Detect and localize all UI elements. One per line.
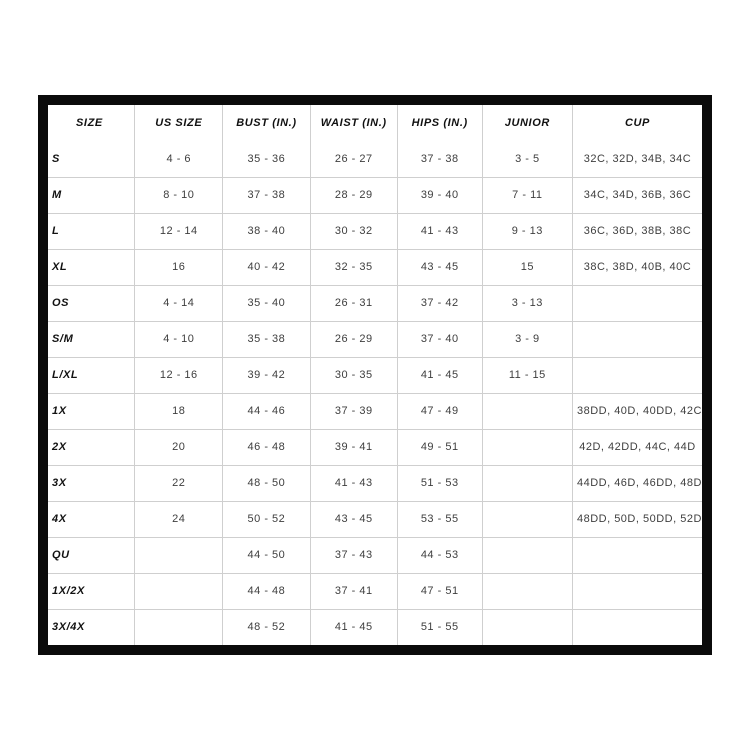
cell-l-xl-cup xyxy=(572,357,702,393)
cell-3x-4x-hips-in: 51 - 55 xyxy=(397,609,482,645)
cell-2x-waist-in: 39 - 41 xyxy=(310,429,397,465)
cell-l-cup: 36C, 36D, 38B, 38C xyxy=(572,213,702,249)
cell-s-m-waist-in: 26 - 29 xyxy=(310,321,397,357)
cell-xl-junior: 15 xyxy=(482,249,572,285)
cell-s-waist-in: 26 - 27 xyxy=(310,141,397,177)
row-label-l: L xyxy=(48,213,135,249)
cell-s-us-size: 4 - 6 xyxy=(135,141,223,177)
cell-3x-bust-in: 48 - 50 xyxy=(223,465,311,501)
column-header-bust-in: BUST (IN.) xyxy=(223,105,311,141)
cell-4x-us-size: 24 xyxy=(135,501,223,537)
cell-1x-2x-bust-in: 44 - 48 xyxy=(223,573,311,609)
size-chart-header xyxy=(48,105,702,141)
cell-1x-us-size: 18 xyxy=(135,393,223,429)
cell-1x-2x-junior xyxy=(482,573,572,609)
cell-l-xl-us-size: 12 - 16 xyxy=(135,357,223,393)
cell-os-cup xyxy=(572,285,702,321)
table-row-s-m xyxy=(48,321,702,357)
cell-os-hips-in: 37 - 42 xyxy=(397,285,482,321)
cell-s-bust-in: 35 - 36 xyxy=(223,141,311,177)
cell-2x-bust-in: 46 - 48 xyxy=(223,429,311,465)
cell-m-cup: 34C, 34D, 36B, 36C xyxy=(572,177,702,213)
cell-4x-cup: 48DD, 50D, 50DD, 52D xyxy=(572,501,702,537)
cell-2x-us-size: 20 xyxy=(135,429,223,465)
table-row-3x-4x xyxy=(48,609,702,645)
cell-3x-4x-cup xyxy=(572,609,702,645)
cell-l-xl-waist-in: 30 - 35 xyxy=(310,357,397,393)
cell-m-waist-in: 28 - 29 xyxy=(310,177,397,213)
cell-l-bust-in: 38 - 40 xyxy=(223,213,311,249)
cell-s-m-bust-in: 35 - 38 xyxy=(223,321,311,357)
table-row-os xyxy=(48,285,702,321)
cell-2x-cup: 42D, 42DD, 44C, 44D xyxy=(572,429,702,465)
table-row-s xyxy=(48,141,702,177)
cell-s-m-hips-in: 37 - 40 xyxy=(397,321,482,357)
cell-xl-hips-in: 43 - 45 xyxy=(397,249,482,285)
cell-4x-waist-in: 43 - 45 xyxy=(310,501,397,537)
cell-os-us-size: 4 - 14 xyxy=(135,285,223,321)
cell-3x-cup: 44DD, 46D, 46DD, 48D xyxy=(572,465,702,501)
column-header-cup: CUP xyxy=(572,105,702,141)
cell-4x-bust-in: 50 - 52 xyxy=(223,501,311,537)
column-header-waist-in: WAIST (IN.) xyxy=(310,105,397,141)
cell-l-junior: 9 - 13 xyxy=(482,213,572,249)
row-label-l-xl: L/XL xyxy=(48,357,135,393)
row-label-4x: 4X xyxy=(48,501,135,537)
size-chart-body xyxy=(48,141,702,645)
table-row-4x xyxy=(48,501,702,537)
cell-xl-bust-in: 40 - 42 xyxy=(223,249,311,285)
row-label-2x: 2X xyxy=(48,429,135,465)
column-header-size: SIZE xyxy=(48,105,135,141)
column-header-hips-in: HIPS (IN.) xyxy=(397,105,482,141)
row-label-3x-4x: 3X/4X xyxy=(48,609,135,645)
cell-2x-junior xyxy=(482,429,572,465)
cell-os-waist-in: 26 - 31 xyxy=(310,285,397,321)
cell-m-us-size: 8 - 10 xyxy=(135,177,223,213)
row-label-xl: XL xyxy=(48,249,135,285)
cell-3x-hips-in: 51 - 53 xyxy=(397,465,482,501)
row-label-m: M xyxy=(48,177,135,213)
cell-os-bust-in: 35 - 40 xyxy=(223,285,311,321)
cell-s-hips-in: 37 - 38 xyxy=(397,141,482,177)
cell-qu-waist-in: 37 - 43 xyxy=(310,537,397,573)
cell-m-hips-in: 39 - 40 xyxy=(397,177,482,213)
row-label-s-m: S/M xyxy=(48,321,135,357)
table-row-l-xl xyxy=(48,357,702,393)
cell-2x-hips-in: 49 - 51 xyxy=(397,429,482,465)
table-row-m xyxy=(48,177,702,213)
row-label-s: S xyxy=(48,141,135,177)
table-row-l xyxy=(48,213,702,249)
cell-1x-junior xyxy=(482,393,572,429)
cell-1x-cup: 38DD, 40D, 40DD, 42C xyxy=(572,393,702,429)
cell-3x-4x-bust-in: 48 - 52 xyxy=(223,609,311,645)
column-header-junior: JUNIOR xyxy=(482,105,572,141)
column-header-us-size: US SIZE xyxy=(135,105,223,141)
cell-s-junior: 3 - 5 xyxy=(482,141,572,177)
table-row-1x xyxy=(48,393,702,429)
cell-l-waist-in: 30 - 32 xyxy=(310,213,397,249)
cell-m-bust-in: 37 - 38 xyxy=(223,177,311,213)
cell-4x-junior xyxy=(482,501,572,537)
table-row-2x xyxy=(48,429,702,465)
cell-3x-4x-junior xyxy=(482,609,572,645)
cell-1x-2x-cup xyxy=(572,573,702,609)
cell-s-m-us-size: 4 - 10 xyxy=(135,321,223,357)
cell-qu-us-size xyxy=(135,537,223,573)
cell-s-cup: 32C, 32D, 34B, 34C xyxy=(572,141,702,177)
cell-4x-hips-in: 53 - 55 xyxy=(397,501,482,537)
table-row-qu xyxy=(48,537,702,573)
row-label-3x: 3X xyxy=(48,465,135,501)
row-label-os: OS xyxy=(48,285,135,321)
cell-3x-us-size: 22 xyxy=(135,465,223,501)
cell-l-xl-junior: 11 - 15 xyxy=(482,357,572,393)
cell-1x-2x-hips-in: 47 - 51 xyxy=(397,573,482,609)
cell-s-m-junior: 3 - 9 xyxy=(482,321,572,357)
row-label-1x-2x: 1X/2X xyxy=(48,573,135,609)
cell-qu-bust-in: 44 - 50 xyxy=(223,537,311,573)
size-chart-frame xyxy=(38,95,712,655)
cell-l-hips-in: 41 - 43 xyxy=(397,213,482,249)
cell-s-m-cup xyxy=(572,321,702,357)
cell-qu-junior xyxy=(482,537,572,573)
cell-1x-2x-us-size xyxy=(135,573,223,609)
cell-qu-hips-in: 44 - 53 xyxy=(397,537,482,573)
cell-3x-4x-waist-in: 41 - 45 xyxy=(310,609,397,645)
size-chart-table xyxy=(48,105,702,645)
cell-l-us-size: 12 - 14 xyxy=(135,213,223,249)
table-row-1x-2x xyxy=(48,573,702,609)
cell-1x-2x-waist-in: 37 - 41 xyxy=(310,573,397,609)
cell-1x-hips-in: 47 - 49 xyxy=(397,393,482,429)
cell-3x-waist-in: 41 - 43 xyxy=(310,465,397,501)
cell-xl-cup: 38C, 38D, 40B, 40C xyxy=(572,249,702,285)
table-row-3x xyxy=(48,465,702,501)
cell-l-xl-bust-in: 39 - 42 xyxy=(223,357,311,393)
cell-xl-waist-in: 32 - 35 xyxy=(310,249,397,285)
cell-1x-waist-in: 37 - 39 xyxy=(310,393,397,429)
row-label-qu: QU xyxy=(48,537,135,573)
table-row-xl xyxy=(48,249,702,285)
cell-os-junior: 3 - 13 xyxy=(482,285,572,321)
header-row xyxy=(48,105,702,141)
cell-1x-bust-in: 44 - 46 xyxy=(223,393,311,429)
cell-xl-us-size: 16 xyxy=(135,249,223,285)
row-label-1x: 1X xyxy=(48,393,135,429)
cell-qu-cup xyxy=(572,537,702,573)
cell-3x-junior xyxy=(482,465,572,501)
cell-3x-4x-us-size xyxy=(135,609,223,645)
cell-m-junior: 7 - 11 xyxy=(482,177,572,213)
cell-l-xl-hips-in: 41 - 45 xyxy=(397,357,482,393)
